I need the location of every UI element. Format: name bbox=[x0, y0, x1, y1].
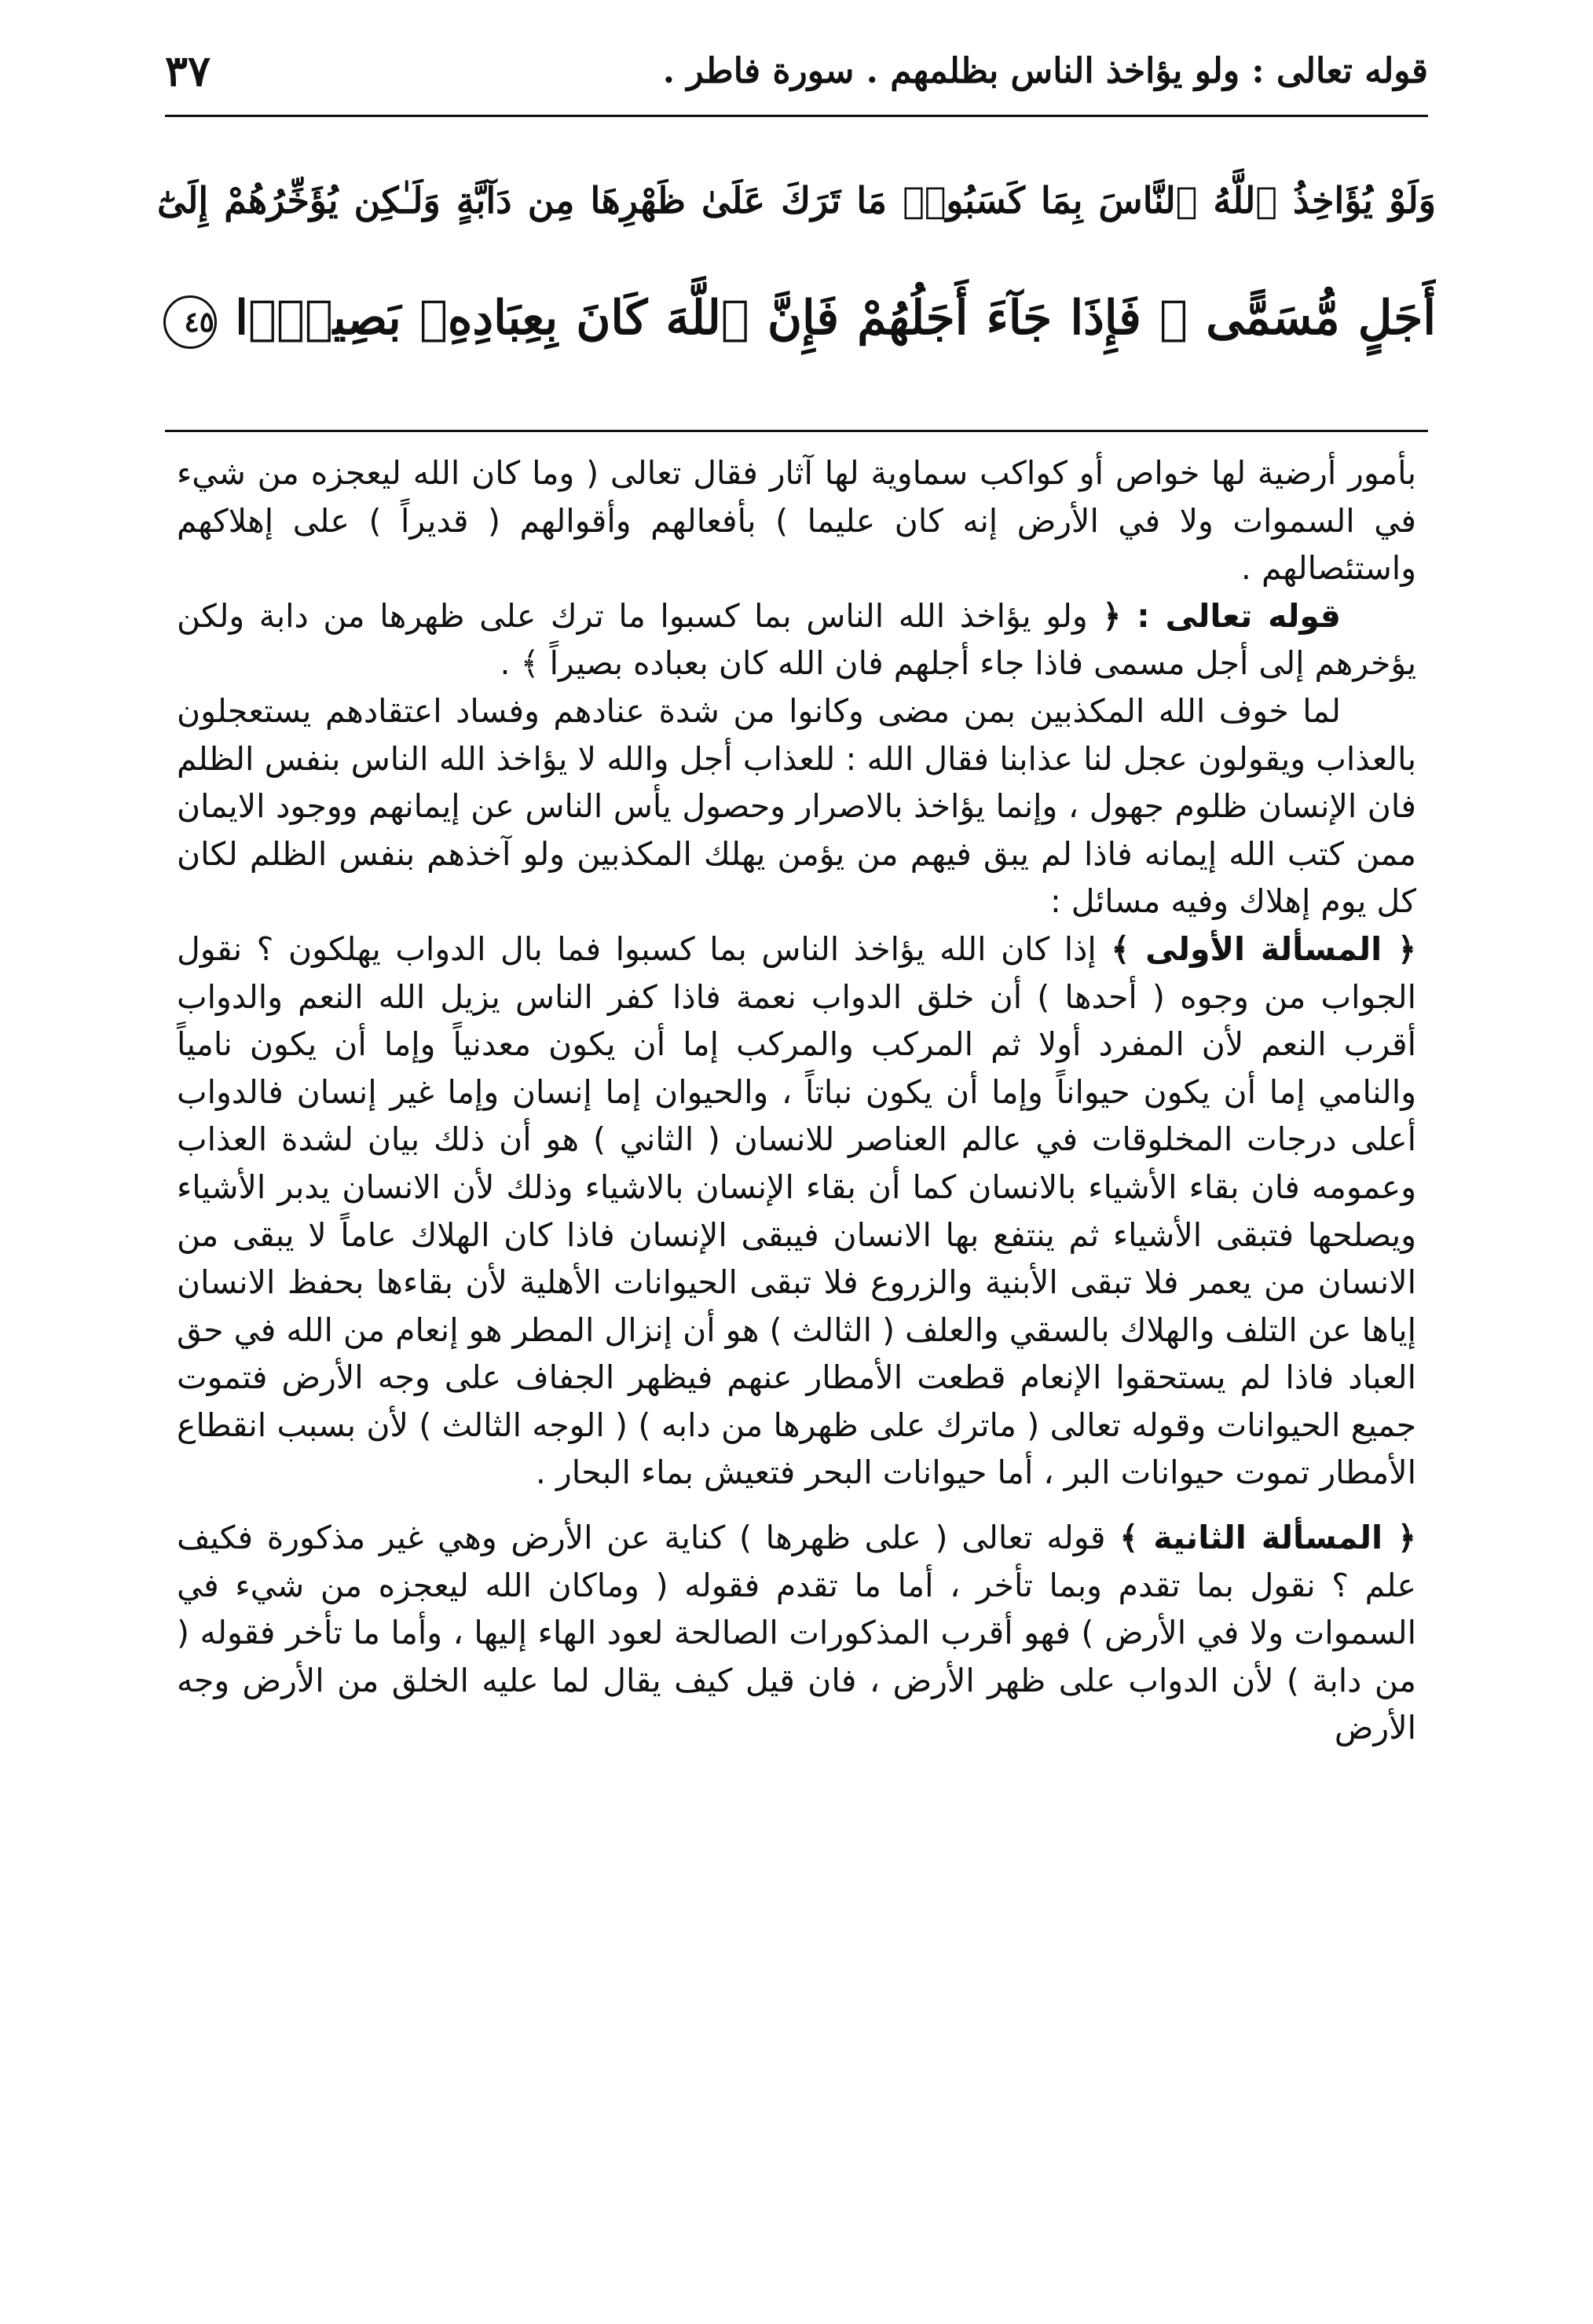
paragraph-5 bbox=[177, 1514, 1416, 1752]
quran-verse bbox=[157, 141, 1436, 409]
verse-line-2 bbox=[157, 259, 1436, 377]
paragraph-5-text: قوله تعالى ( على ظهرها ) كناية عن الأرض وهي غير مذكورة فكيف علم ؟ نقول بما تقدم وبما تأخر ، أما ما تقدم فقوله ( وماكان الله ليعجزه من شيء في السموات ولا في الأرض ) فهو أقرب المذكورات الصالحة لعود الهاء إليها ، وأما ما تأخر فقوله ( من دابة ) لأن الدواب على ظهر الأرض ، فان قيل كيف يقال لما عليه الخلق من الأرض وجه الأرض bbox=[177, 1519, 1416, 1747]
verse-number-ornament: ٤٥ bbox=[163, 295, 217, 349]
header-divider bbox=[165, 115, 1428, 117]
paragraph-2 bbox=[177, 592, 1416, 687]
paragraph-2-lead: قوله تعالى : ﴿ bbox=[1102, 596, 1341, 635]
paragraph-4 bbox=[177, 926, 1416, 1497]
paragraph-3: لما خوف الله المكذبين بمن مضى وكانوا من شدة عنادهم وفساد اعتقادهم يستعجلون بالعذاب ويقولون عجل لنا عذابنا فقال الله : للعذاب أجل والله لا يؤاخذ الله الناس بنفس الظلم فان الإنسان ظلوم جهول ، وإنما يؤاخذ بالاصرار وحصول يأس الناس عن إيمانهم ووجود الايمان ممن كتب الله إيمانه فاذا لم يبق فيهم من يؤمن يهلك المكذبين ولو آخذهم بنفس الظلم لكان كل يوم إهلاك وفيه مسائل : bbox=[177, 691, 1416, 921]
verse-line-1: وَلَوْ يُؤَاخِذُ ٱللَّهُ ٱلنَّاسَ بِمَا كَسَبُوا۟ مَا تَرَكَ عَلَىٰ ظَهْرِهَا مِن دَآبَّةٍ وَلَـٰكِن يُؤَخِّرُهُمْ إِلَىٰٓ bbox=[157, 179, 1436, 222]
issue-1-heading: ﴿ المسألة الأولى ﴾ bbox=[1111, 929, 1416, 968]
verse-line-2-text: أَجَلٍ مُّسَمًّى ۖ فَإِذَا جَآءَ أَجَلُهُمْ فَإِنَّ ٱللَّهَ كَانَ بِعِبَادِهِۦ بَصِيرًۢا bbox=[235, 291, 1436, 346]
header-title: قوله تعالى : ولو يؤاخذ الناس بظلمهم . سورة فاطر . bbox=[662, 50, 1428, 91]
running-header bbox=[165, 39, 1428, 102]
commentary-body bbox=[177, 449, 1416, 2304]
paragraph-2-text: ولو يؤاخذ الله الناس بما كسبوا ما ترك على ظهرها من دابة ولكن يؤخرهم إلى أجل مسمى فاذا جاء أجلهم فان الله كان بعباده بصيراً ﴾ . bbox=[177, 596, 1416, 683]
verse-divider bbox=[165, 430, 1428, 432]
paragraph-1: بأمور أرضية لها خواص أو كواكب سماوية لها آثار فقال تعالى ( وما كان الله ليعجزه من شيء في السموات ولا في الأرض إنه كان عليما ) بأفعالهم وأقوالهم ( قديراً ) على إهلاكهم واستئصالهم . bbox=[177, 454, 1416, 588]
paragraph-4-text: إذا كان الله يؤاخذ الناس بما كسبوا فما بال الدواب يهلكون ؟ نقول الجواب من وجوه ( أحدها ) أن خلق الدواب نعمة فاذا كفر الناس يزيل الله النعم والدواب أقرب النعم لأن المفرد أولا ثم المركب والمركب إما أن يكون معدنياً وإما أن يكون نامياً والنامي إما أن يكون حيواناً وإما أن يكون نباتاً ، والحيوان إما إنسان وإما غير إنسان فالدواب أعلى درجات المخلوقات في عالم العناصر للانسان ( الثاني ) هو أن ذلك بيان لشدة العذاب وعمومه فان بقاء الأشياء بالانسان كما أن بقاء الإنسان بالاشياء وذلك لأن الانسان يدبر الأشياء ويصلحها فتبقى الأشياء ثم ينتفع بها الانسان فيبقى الإنسان فاذا كان الهلاك عاماً لا يبقى من الانسان من يعمر فلا تبقى الأبنية والزروع فلا تبقى الحيوانات الأهلية لأن بقاءها بحفظ الانسان إياها عن التلف والهلاك بالسقي والعلف ( الثالث ) هو أن إنزال المطر هو إنعام من الله في حق العباد فاذا لم يستحقوا الإنعام قطعت الأمطار عنهم فيظهر الجفاف على وجه الأرض فتموت جميع الحيوانات وقوله تعالى ( ماترك على ظهرها من دابه ) ( الوجه الثالث ) لأن بسبب انقطاع الأمطار تموت حيوانات البر ، أما حيوانات البحر فتعيش بماء البحار . bbox=[177, 929, 1416, 1492]
issue-2-heading: ﴿ المسألة الثانية ﴾ bbox=[1119, 1519, 1416, 1557]
page-number: ٣٧ bbox=[165, 46, 211, 96]
